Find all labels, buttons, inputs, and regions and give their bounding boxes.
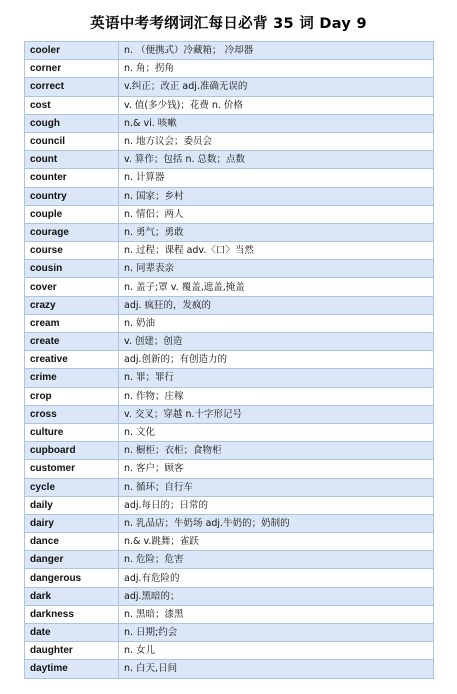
vocab-word: crop <box>25 387 119 405</box>
vocab-meaning: v. 创建；创造 <box>119 333 434 351</box>
vocab-row <box>25 278 434 296</box>
vocab-row <box>25 96 434 114</box>
vocab-word: dairy <box>25 514 119 532</box>
vocab-word: count <box>25 151 119 169</box>
vocab-meaning: n. 乳品店；牛奶场 adj.牛奶的；奶制的 <box>119 514 434 532</box>
vocab-word: date <box>25 624 119 642</box>
vocab-word: council <box>25 132 119 150</box>
vocab-word: cycle <box>25 478 119 496</box>
vocab-meaning: adj.有危险的 <box>119 569 434 587</box>
vocab-word: cream <box>25 314 119 332</box>
vocab-word: dangerous <box>25 569 119 587</box>
vocab-meaning: n. 循环；自行车 <box>119 478 434 496</box>
vocab-meaning: adj.每日的；日常的 <box>119 496 434 514</box>
vocab-meaning: n.& vi. 咳嗽 <box>119 114 434 132</box>
vocab-meaning: n. 日期;约会 <box>119 624 434 642</box>
vocab-meaning: v.纠正；改正 adj.准确无误的 <box>119 78 434 96</box>
vocab-meaning: v. 算作；包括 n. 总数；点数 <box>119 151 434 169</box>
vocab-row <box>25 78 434 96</box>
vocab-meaning: n. 同辈表亲 <box>119 260 434 278</box>
vocab-word: crime <box>25 369 119 387</box>
vocab-row <box>25 587 434 605</box>
vocab-word: daily <box>25 496 119 514</box>
vocab-row <box>25 114 434 132</box>
vocabulary-table-body <box>25 42 434 679</box>
vocab-word: counter <box>25 169 119 187</box>
vocab-row <box>25 533 434 551</box>
vocab-word: cover <box>25 278 119 296</box>
vocab-word: country <box>25 187 119 205</box>
vocab-meaning: adj.黑暗的； <box>119 587 434 605</box>
vocab-meaning: adj. 疯狂的，发疯的 <box>119 296 434 314</box>
vocab-word: customer <box>25 460 119 478</box>
vocab-meaning: n. （便携式）冷藏箱； 冷却器 <box>119 42 434 60</box>
vocab-row <box>25 151 434 169</box>
vocab-word: dance <box>25 533 119 551</box>
vocab-row <box>25 169 434 187</box>
vocab-meaning: n. 客户；顾客 <box>119 460 434 478</box>
vocab-word: cousin <box>25 260 119 278</box>
vocab-row <box>25 442 434 460</box>
vocab-meaning: n. 黑暗；漆黑 <box>119 605 434 623</box>
vocab-meaning: n. 奶油 <box>119 314 434 332</box>
vocab-meaning: n. 过程；课程 adv.〈口〉当然 <box>119 242 434 260</box>
vocab-meaning: v. 值(多少钱)；花费 n. 价格 <box>119 96 434 114</box>
vocab-word: culture <box>25 423 119 441</box>
vocab-row <box>25 42 434 60</box>
vocab-row <box>25 642 434 660</box>
vocab-word: cooler <box>25 42 119 60</box>
vocab-word: daytime <box>25 660 119 678</box>
vocabulary-table <box>24 41 434 679</box>
vocab-row <box>25 423 434 441</box>
vocab-word: darkness <box>25 605 119 623</box>
vocab-meaning: adj.创新的；有创造力的 <box>119 351 434 369</box>
vocab-word: cupboard <box>25 442 119 460</box>
vocab-row <box>25 551 434 569</box>
vocab-row <box>25 132 434 150</box>
vocab-meaning: n. 白天,日间 <box>119 660 434 678</box>
vocab-word: dark <box>25 587 119 605</box>
vocab-row <box>25 496 434 514</box>
vocab-meaning: n. 地方议会；委员会 <box>119 132 434 150</box>
vocab-meaning: n. 作物；庄稼 <box>119 387 434 405</box>
vocab-word: course <box>25 242 119 260</box>
vocab-row <box>25 351 434 369</box>
vocab-meaning: n. 勇气；勇敢 <box>119 223 434 241</box>
vocab-meaning: n. 国家；乡村 <box>119 187 434 205</box>
vocab-row <box>25 333 434 351</box>
vocab-meaning: n. 计算器 <box>119 169 434 187</box>
vocab-word: cough <box>25 114 119 132</box>
vocab-word: courage <box>25 223 119 241</box>
vocab-meaning: n. 橱柜；衣柜；食物柜 <box>119 442 434 460</box>
vocab-meaning: n. 罪；罪行 <box>119 369 434 387</box>
vocab-row <box>25 624 434 642</box>
vocab-meaning: n. 角；拐角 <box>119 60 434 78</box>
vocab-meaning: n. 文化 <box>119 423 434 441</box>
vocab-meaning: v. 交叉；穿越 n.十字形记号 <box>119 405 434 423</box>
vocab-row <box>25 223 434 241</box>
vocab-row <box>25 405 434 423</box>
vocab-meaning: n. 盖子;罩 v. 覆盖,遮盖,掩盖 <box>119 278 434 296</box>
vocab-meaning: n. 情侣；两人 <box>119 205 434 223</box>
vocab-row <box>25 314 434 332</box>
vocab-word: cost <box>25 96 119 114</box>
vocab-row <box>25 205 434 223</box>
vocab-row <box>25 260 434 278</box>
vocab-row <box>25 369 434 387</box>
vocab-row <box>25 605 434 623</box>
vocab-word: correct <box>25 78 119 96</box>
vocab-word: cross <box>25 405 119 423</box>
vocab-row <box>25 187 434 205</box>
vocab-row <box>25 660 434 678</box>
vocab-row <box>25 387 434 405</box>
vocab-word: corner <box>25 60 119 78</box>
vocab-meaning: n. 危险；危害 <box>119 551 434 569</box>
vocab-row <box>25 478 434 496</box>
vocab-row <box>25 296 434 314</box>
vocab-word: crazy <box>25 296 119 314</box>
vocab-meaning: n. 女儿 <box>119 642 434 660</box>
vocab-word: create <box>25 333 119 351</box>
vocab-row <box>25 569 434 587</box>
vocab-word: creative <box>25 351 119 369</box>
vocab-word: danger <box>25 551 119 569</box>
vocab-meaning: n.& v.跳舞；雀跃 <box>119 533 434 551</box>
vocab-word: daughter <box>25 642 119 660</box>
vocab-row <box>25 460 434 478</box>
vocab-row <box>25 60 434 78</box>
vocab-word: couple <box>25 205 119 223</box>
vocab-row <box>25 514 434 532</box>
page-title: 英语中考考纲词汇每日必背 35 词 Day 9 <box>90 16 367 32</box>
vocab-row <box>25 242 434 260</box>
